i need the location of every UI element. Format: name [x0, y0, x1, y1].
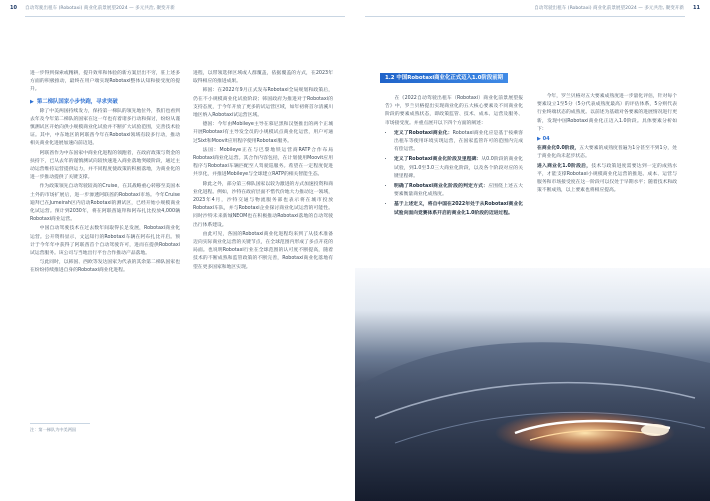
right-page-number: 11 — [693, 5, 700, 11]
list-item: • 定义了Robotaxi商业化阶段及里程碑：从0.0阶段的商业化试验，到1.0至3.0三大商业化阶段，以及各个阶段对应的关键里程碑。 — [394, 156, 523, 181]
right-column-1 — [385, 95, 523, 220]
right-header-rule — [365, 16, 685, 17]
footnote: 注：第一梯队为中美两国 — [30, 427, 77, 432]
right-page — [355, 0, 710, 501]
paragraph: 韩国：在2022年9月正式发布Robotaxi全局规划和政策后，仍在不小规模商业化试验阶段；韩国政府为推进对于Robotaxi的支持态度，于今年开放了更多的试运营区域，如年初将首尔清溪川地区纳入Robotaxi试运营区域。 — [193, 88, 333, 119]
paragraph: 德国：今年由Mobileye主导在慕尼黑和汉堡推出的两个正城开展Robotaxi有主导发全员的小规模试点商业化运营，用户可通过Sixt和Moovit应用程序使用Robotaxi服务。 — [193, 122, 333, 144]
figure-reference: ▶ 04 — [537, 136, 550, 143]
paragraph: 法国：Mobileye正在与巴黎地铁运营商RATP合作布局Robotaxi商业化运营。其合作内容包括，在计划使用Moovit应用程序与Robotaxi车辆匹配至人驾驶巡服务。希望在一定程度促进共享化，并推进Mobileye与全球建立RATP的相关智能生态。 — [193, 147, 333, 178]
paragraph: 作为政策领先自动驾驶较高的Cruise，在其战略重心转移至美国本土外的市场扩展后，进一步渗透阿联酋的Robotaxi市场。今年Cruise迪拜已在Jumeirah区内启动Robotaxi的测试区，已经开始小规模商业化试运营。预计到2030年，将在阿联酋迪拜和阿布扎比投放4,000辆Robotaxi商业运营。 — [30, 184, 180, 223]
left-header-rule — [25, 16, 345, 17]
paragraph: 除此之外，部分第三梯队国家以较为激进的方式加速投资和商业化进程。例如，沙特在政府层面不惜代价地大力推动这一领域，2023年4月，沙特交通与物流服务部也表示将在城市投放Robotaxi车队，并与Robotaxi企业探讨商业化试运营的可能性。同时沙特未来新城NEOM也在积极推动Robotaxi落地的自动驾驶出行体系建设。 — [193, 181, 333, 228]
paragraph: 与此同时，以韩国、西欧等发达国家为代表的其余第二梯队国家也在纷纷持续推进自身的Robotaxi商业化进程。 — [30, 260, 180, 274]
section-heading-text: 第二梯队国家小步快跑，寻求突破 — [36, 98, 118, 105]
paragraph: 由此可见，各国的Robotaxi商业化进程均来到了从技术准备迈向实际商业化运营的关键节点，在全球范围内形成了多点开花的局面。也说明Robotaxi行业在全球范围的认可度不断提高，随着技术的不断成熟和监管政策的不断完善，Robotaxi商业化落地有望在更多国家和地区实现。 — [193, 231, 333, 270]
list-item: • 基于上述定义，将自中国在2022年处于从Robotaxi商业化试验向面向竞赛体系开启的商业化1.0阶段的迈进过程。 — [394, 201, 523, 217]
list-item: • 明确了Robotaxi商业化阶段的判定方式：应围绕上述五大要素衡量商业化成熟度。 — [394, 183, 523, 199]
right-page-header — [355, 5, 710, 15]
paragraph: 进入商业化1.0阶段后，技术与政策进度需要达到一定的成熟水平，才能支撑Robotaxi小规模商业化运营的推进。成本、运营与服务和市场接受度在这一阶段可以仅处于早期水平；随着技术和政策不断成熟，以上要素也将相应提高。 — [537, 163, 677, 194]
bullet-list — [385, 130, 523, 218]
right-running-title: 自动驾驶出租车 (Robotaxi) 商业化前景展望2024 — 多元共治, 聚变开新 — [534, 6, 684, 11]
footnote-rule — [30, 423, 90, 424]
section-heading — [30, 98, 180, 106]
paragraph: 在商业化0.0阶段，五大要素的成熟度普遍为1分甚至不到1分，处于商业化尚未起步状态。 — [537, 146, 678, 160]
paragraph: 除了中美两国持续发力，保持第一梯队的领先地位外，我们也看到去年及今年第二梯队的国家在这一年也有着诸多行动和探讨，纷纷从谨慎测试区开始向供小规模商业化试验并不断扩大试验范围，完善技术验证。其中，中东地区的阿联酋今年在Robotaxi领域有较多行动，推动相关商业化进展加速向前迈进。 — [30, 108, 180, 147]
car-illustration — [355, 268, 710, 501]
paragraph: 进程，以带领选择区域或人群覆盖，依据覆盖的方式，在2023年取得相应的推进成果。 — [193, 71, 333, 85]
left-column-1 — [30, 70, 180, 277]
right-column-2 — [537, 93, 677, 196]
paragraph: 在《2022自动驾驶出租车（Robotaxi）商业化前景展望报告》中，罗兰贝格提出实现商业化的五大核心要素及不同商业化阶段的要素成熟状态，即政策监管、技术、成本、运营及服务、市场接受度。并重点展开以下四个方面的阐述： — [385, 96, 523, 126]
list-item: • 定义了Robotaxi商业化：Robotaxi商业化应是基于按乘客出租车等使用环境实现运营，在国家监管许可的范围内完成有偿运营。 — [394, 130, 523, 155]
car-headlight-photo — [355, 268, 710, 501]
paragraph: 今年，罗兰贝格对五大要素成熟度进一步量化评估，针对每个要素设立1至5分（5分代表成熟度最高）的评估体系，5分则代表行业终端状态的成熟度。以前述为基础对各要素的进展情况进行更新，发现中国Robotaxi商业化正迈入1.0阶段。具体要素分析如下： — [537, 94, 677, 132]
paragraph: 进一步得到探索或精耕，提升效率和体验的新方案层出不穷，驻上述多方面的积极推动，最终在用户端实现Robotaxi整体认知和接受度的提升。 — [30, 71, 180, 93]
left-running-title: 自动驾驶出租车 (Robotaxi) 商业化前景展望2024 — 多元共治, 聚变开新 — [25, 6, 175, 11]
left-column-2 — [193, 70, 333, 273]
triangle-bullet-icon: ▶ — [30, 98, 34, 105]
paragraph: 中国自动驾驶技术在过去数年间取得长足发展，Robotaxi商业化运营。公开资料显示，文远知行的Robotaxi车辆在阿布扎比开启。预计于今年年中获得了阿联酋首个自动驾驶许可，进而在提供Robotaxi试运营服务。该公司与当地出行平台合作推动产品落地。 — [30, 226, 180, 257]
left-page-header — [0, 5, 355, 15]
left-page-number: 10 — [10, 5, 17, 11]
section-banner: 1.2 中国Robotaxi商业化正式迈入1.0阶段前期 — [380, 73, 508, 83]
paragraph: 阿联酋作为中东国家中商业化进程的领跑者，在政府政策与资金的扶持下，已从去年的谨慎测试向较快速进入商业落地突破阶段，通过主动运营维持运营提供运力，并不同程度使政策的积极落地，为商业化的进一步推动提供了关键支撑。 — [30, 150, 180, 181]
